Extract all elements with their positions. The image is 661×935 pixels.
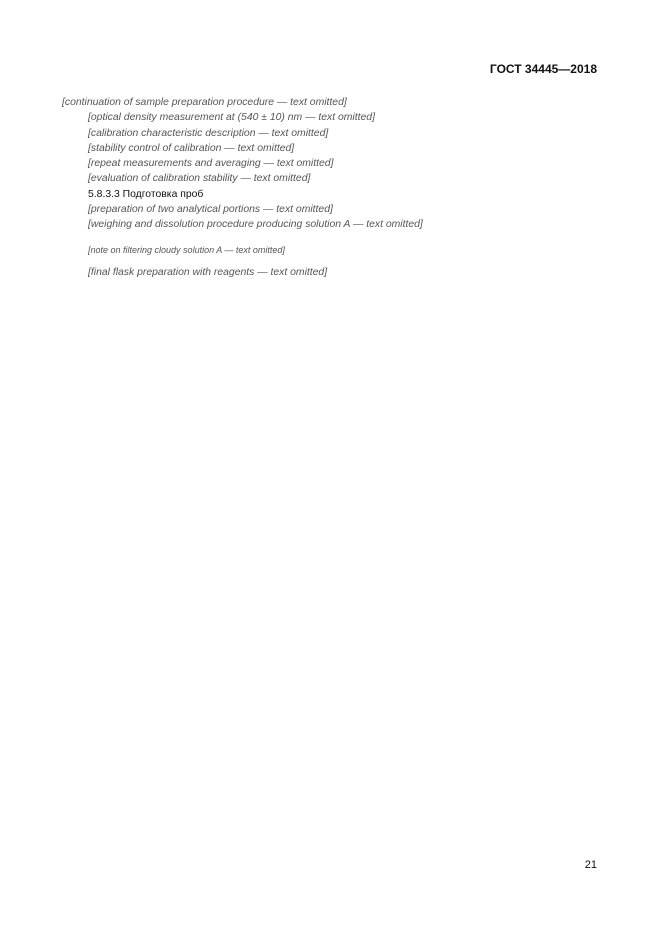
paragraph: [optical density measurement at (540 ± 10) nm — text omitted]: [88, 112, 375, 124]
paragraph: [evaluation of calibration stability — text omitted]: [88, 173, 311, 185]
standard-header: ГОСТ 34445—2018: [489, 62, 597, 76]
paragraph: [stability control of calibration — text omitted]: [88, 142, 295, 154]
paragraph: [repeat measurements and averaging — text omitted]: [88, 158, 334, 170]
paragraph: [final flask preparation with reagents — text omitted]: [88, 266, 328, 278]
paragraph: [continuation of sample preparation procedure — text omitted]: [62, 97, 347, 108]
paragraph: [calibration characteristic description — text omitted]: [88, 127, 329, 139]
page-content: [62, 96, 599, 281]
section-title: 5.8.3.3 Подготовка проб: [88, 188, 204, 200]
paragraph: [weighing and dissolution procedure producing solution A — text omitted]: [88, 219, 423, 231]
page-number: 21: [584, 859, 597, 871]
paragraph: [preparation of two analytical portions — text omitted]: [88, 204, 333, 216]
note: [note on filtering cloudy solution A — text omitted]: [88, 244, 285, 255]
